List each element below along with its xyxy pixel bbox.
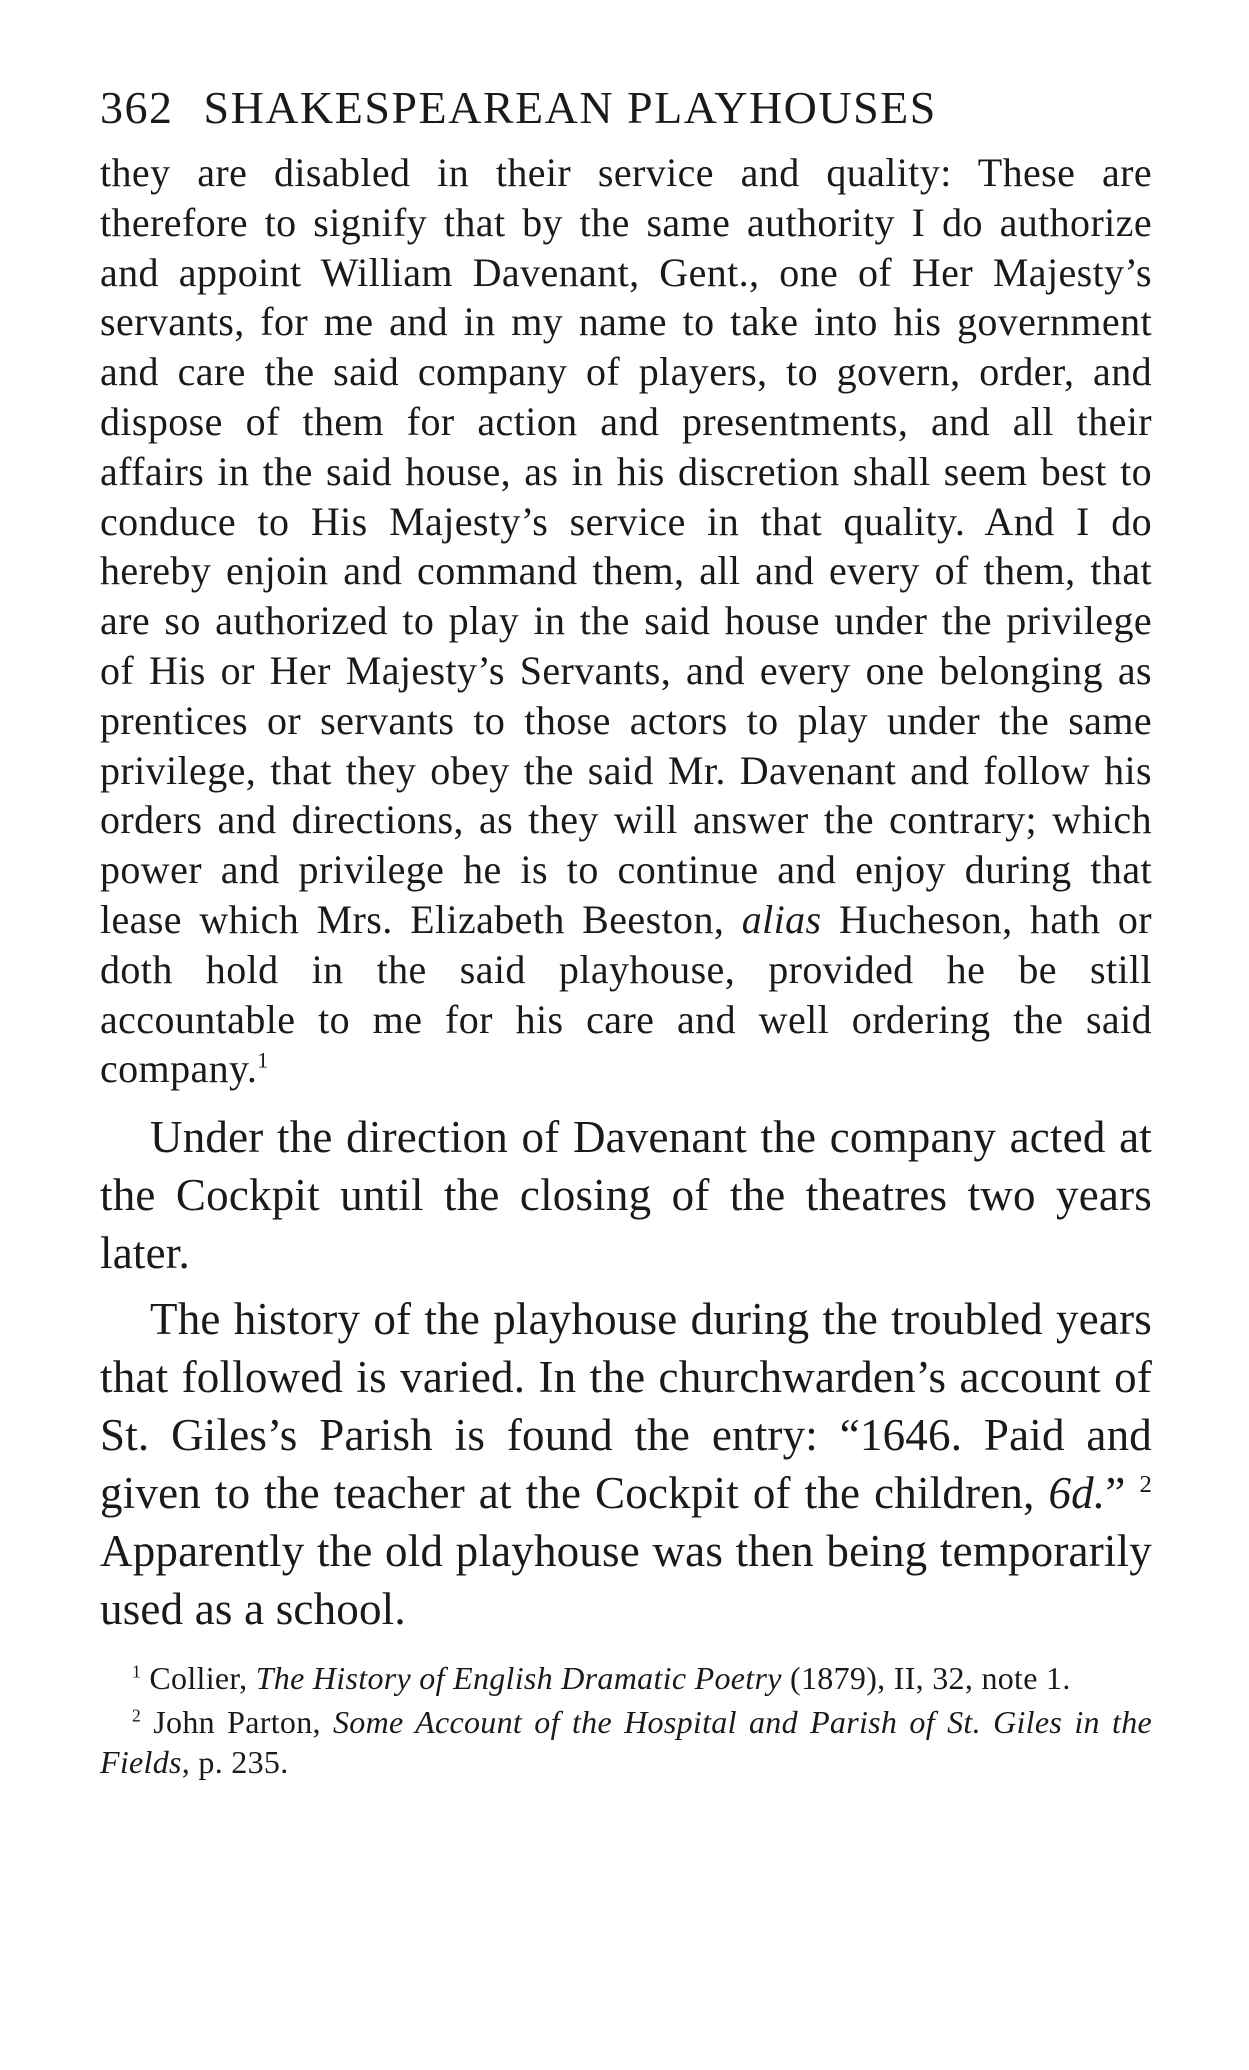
footnote-ref-2: 2 — [1139, 1471, 1153, 1499]
body-paragraph-1: Under the direction of Davenant the company acted at the Cockpit until the closing of the theatres two years later. — [100, 1112, 1152, 1279]
paragraph-2-text: The history of the playhouse during the troubled years that followed is varied. In the churchwarden’s account of St. Giles’s Parish is found the entry: “1646. Paid and given to the teacher at the Cockpit of the children, — [100, 1294, 1152, 1519]
footnote-text-end: , p. 235. — [181, 1744, 289, 1781]
paragraph-2-text-end: Apparently the old playhouse was then being temporarily used as a school. — [100, 1526, 1152, 1635]
footnote-text: Collier, — [141, 1660, 256, 1697]
running-header — [100, 78, 1152, 138]
quote-text: they are disabled in their service and quality: These are therefore to signify that by the same authority I do authorize and appoint William Davenant, Gent., one of Her Majesty’s servants, for me and in my name to take into his government and care the said company of players, to govern, order, and dispose of them for action and presentments, and all their affairs in the said house, as in his discretion shall seem best to conduce to His Majesty’s service in that quality. And I do hereby enjoin and command them, all and every of them, that are so authorized to play in the said house under the privilege of His or Her Majesty’s Servants, and every one belonging as prentices or servants to those actors to play under the same privilege, that they obey the said Mr. Davenant and follow his orders and directions, as they will answer the contrary; which power and privilege he is to continue and enjoy during that lease which Mrs. Elizabeth Beeston, — [100, 150, 1152, 942]
footnote-1 — [100, 1658, 1152, 1698]
body-text — [100, 1108, 1152, 1638]
quote-text-end: Hucheson, hath or doth hold in the said playhouse, provided he be still accountable to me for his care and well ordering the said company. — [100, 896, 1152, 1092]
footnote-title: The History of English Dramatic Poetry — [255, 1660, 782, 1697]
footnote-text-end: (1879), II, 32, note 1. — [781, 1660, 1071, 1697]
footnote-ref-1: 1 — [257, 1048, 269, 1074]
body-paragraph-2 — [100, 1290, 1152, 1638]
running-title: SHAKESPEAREAN PLAYHOUSES — [203, 82, 937, 133]
quoted-warrant — [100, 148, 1152, 1094]
quote-paragraph — [100, 148, 1152, 1094]
footnote-marker: 2 — [132, 1705, 142, 1726]
footnote-marker: 1 — [132, 1661, 142, 1682]
footnote-2 — [100, 1702, 1152, 1782]
footnotes — [100, 1658, 1152, 1782]
paragraph-2-quote-close: ” — [1105, 1468, 1126, 1519]
footnote-title: Some Account of the Hospital and Parish of St. Giles in the Fields — [100, 1704, 1152, 1781]
book-page — [100, 78, 1152, 1782]
paragraph-2-italic: 6d. — [1048, 1468, 1106, 1519]
quote-italic-alias: alias — [741, 896, 822, 942]
footnote-text: John Parton, — [141, 1704, 333, 1741]
page-number: 362 — [100, 82, 174, 133]
